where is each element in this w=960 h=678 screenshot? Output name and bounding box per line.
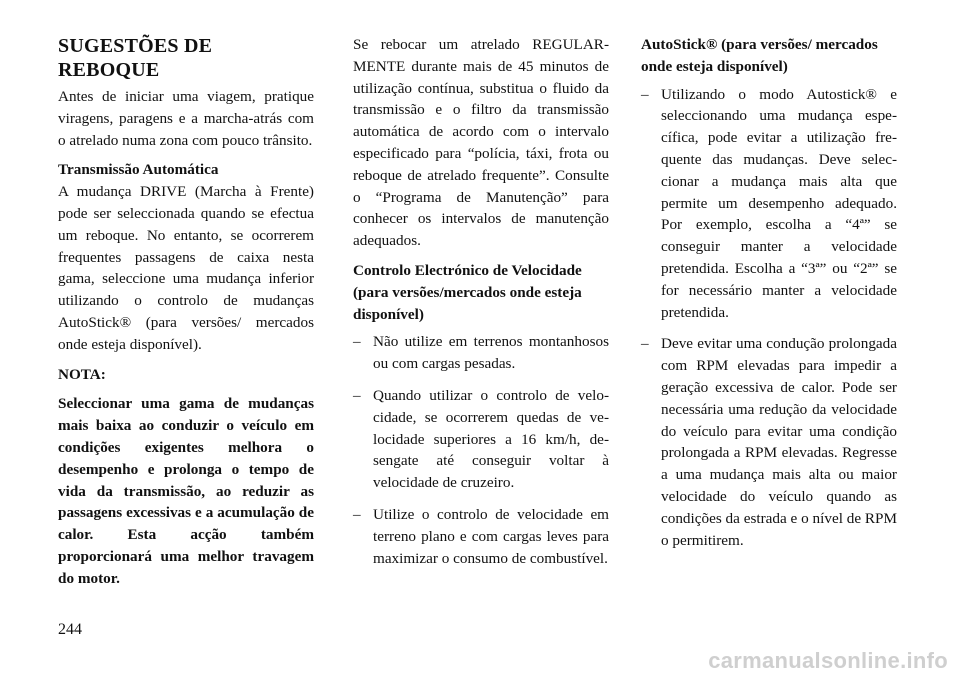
- list-item: [641, 84, 897, 324]
- list-item-text: Utilizando o modo Autostick® e seleccionando uma mudança específica, pode evitar a utilização frequente das mudanças. Deve seleccionar a mudança mais alta que permite um desempenho adequado. Por exemplo, escolha a “4ª” se conseguir manter a velocidade pretendida. Escolha a “3ª” ou “2ª” se for necessário manter a velocidade pretendida.: [661, 85, 897, 321]
- dash-bullet: –: [353, 505, 361, 523]
- auto-transmission-heading: Transmissão Automática: [58, 161, 219, 179]
- list-item-text: Quando utilizar o controlo de velocidade, se ocorrerem quedas de velocidade superiores a 16 km/h, desengate até conseguir voltar à velocidade de cruzeiro.: [373, 386, 609, 492]
- page-title: SUGESTÕES DE REBOQUE: [58, 35, 213, 81]
- cruise-control-list: [353, 331, 609, 569]
- note-label: NOTA:: [58, 365, 106, 383]
- dash-bullet: –: [641, 85, 649, 103]
- dash-bullet: –: [641, 335, 649, 353]
- list-item: [353, 331, 609, 375]
- autostick-list: [641, 84, 897, 552]
- watermark: carmanualsonline.info: [708, 648, 948, 673]
- list-item-text: Deve evitar uma condução prolongada com RPM elevadas para impedir a geração excessiva de calor. Pode ser necessária uma redução da velocidade do veículo para evitar uma condição prolongada a RPM elevadas. Regresse a uma mudança mais alta ou maior velocidade do veículo quando as condições da estrada e o nível de RPM o permitirem.: [661, 335, 897, 549]
- left-column: [58, 34, 314, 598]
- list-item: [353, 385, 609, 494]
- right-column: [641, 34, 897, 561]
- list-item: [353, 504, 609, 569]
- autostick-heading: AutoStick® (para versões/ mercados onde esteja disponível): [641, 36, 878, 75]
- page-number: 244: [58, 621, 82, 638]
- note-paragraph: Seleccionar uma gama de mudanças mais baixa ao conduzir o veículo em condições exigentes melhora o desempenho e prolonga o tempo de vida da transmissão, ao reduzir as passagens excessivas e a acumulação de calor. Esta acção também proporcionará uma melhor travagem do motor.: [58, 395, 314, 587]
- intro-paragraph: Antes de iniciar uma viagem, pratique viragens, paragens e a marcha-atrás com o atrelado numa zona com pouco trânsito.: [58, 88, 314, 149]
- auto-transmission-paragraph: A mudança DRIVE (Marcha à Frente) pode ser seleccionada quando se efectua um reboque. No entanto, se ocorrerem frequentes passagens de caixa nesta gama, seleccione uma mudança inferior utilizando o controlo de mudanças AutoStick® (para versões/ mercados onde esteja disponível).: [58, 183, 314, 353]
- list-item: [641, 333, 897, 551]
- list-item-text: Não utilize em terrenos montanhosos ou com cargas pesadas.: [373, 333, 609, 373]
- middle-column: [353, 34, 609, 579]
- regular-towing-paragraph: Se rebocar um atrelado REGULARMENTE durante mais de 45 minutos de utilização contínua, substitua o fluido da transmissão e o filtro da transmissão automática de acordo com o intervalo especificado para “polícia, táxi, frota ou reboque de atrelado frequente”. Consulte o “Programa de Manutenção” para conhecer os intervalos de manutenção adequados.: [353, 36, 609, 250]
- dash-bullet: –: [353, 333, 361, 351]
- dash-bullet: –: [353, 386, 361, 404]
- list-item-text: Utilize o controlo de velocidade em terreno plano e com cargas leves para maximizar o consumo de combustível.: [373, 505, 609, 567]
- cruise-control-heading: Controlo Electrónico de Velocidade (para versões/mercados onde esteja disponível): [353, 261, 582, 323]
